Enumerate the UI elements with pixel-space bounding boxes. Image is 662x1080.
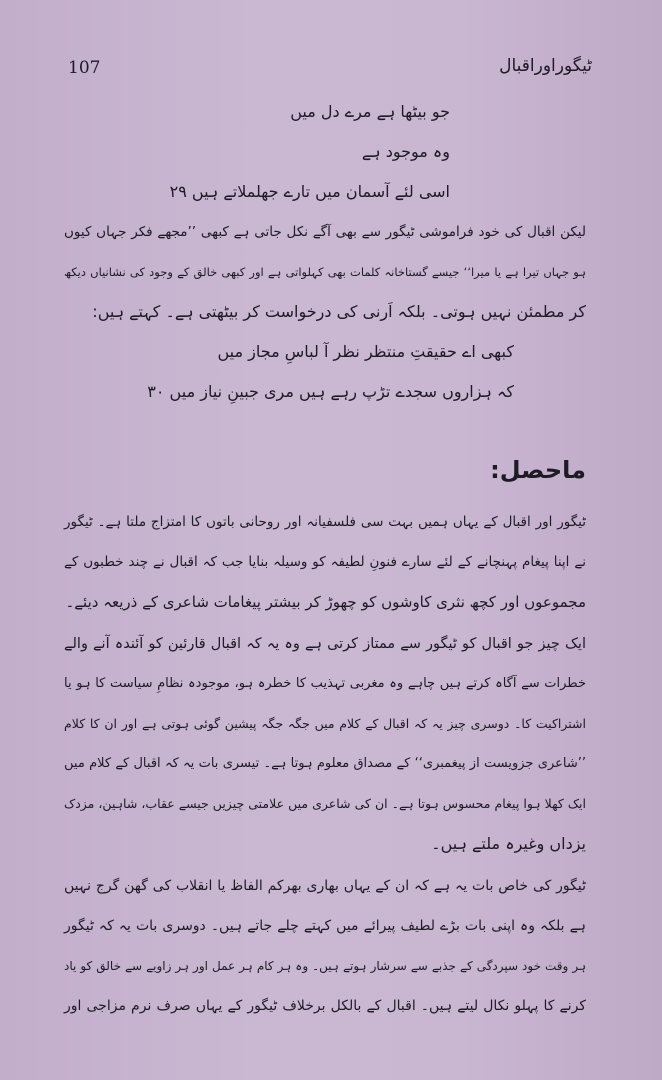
paragraph-line: ہر وقت خود سپردگی کے جذبے سے سرشار ہوتے ہیں۔ وہ ہر کام ہر عمل اور ہر زاویے سے خالق کو یاد — [64, 959, 586, 973]
paragraph-line: نے اپنا پیغام پہنچانے کے لئے سارے فنونِ لطیفہ کو وسیلہ بنایا جب کہ اقبال نے چند خطبوں کے — [64, 554, 586, 570]
poem-line: کہ ہزاروں سجدے تڑپ رہے ہیں مری جبینِ نیاز میں ۳۰ — [147, 382, 514, 401]
section-heading: ماحصل: — [490, 456, 586, 484]
paragraph-line: ایک چیز جو اقبال کو ٹیگور سے ممتاز کرتی ہے وہ یہ کہ اقبال قارئین کو آئندہ آنے والے — [64, 636, 586, 652]
paragraph-line: کر مطمئن نہیں ہوتی۔ بلکہ اَرنی کی درخواست کر بیٹھتی ہے۔ کہتے ہیں: — [92, 302, 586, 321]
paragraph-line: ’’شاعری جزویست از پیغمبری‘‘ کے مصداق معلوم ہوتا ہے۔ تیسری بات یہ کہ اقبال کے کلام میں — [64, 756, 586, 771]
paragraph-line: کرنے کا پہلو نکال لیتے ہیں۔ اقبال کے بالکل برخلاف ٹیگور کے یہاں صرف نرم مزاجی اور — [64, 998, 586, 1014]
poem-line: وہ موجود ہے — [361, 142, 450, 161]
paragraph-line: اشتراکیت کا۔ دوسری چیز یہ کہ اقبال کے کلام میں جگہ جگہ پیشین گوئی ہوتی ہے اور ان کا کلام — [64, 716, 586, 731]
paragraph-line: لیکن اقبال کی خود فراموشی ٹیگور سے بھی آگے نکل جاتی ہے کبھی ’’مجھے فکر جہاں کیوں — [64, 224, 586, 240]
poem-line: کبھی اے حقیقتِ منتظر نظر آ لباسِ مجاز میں — [217, 342, 514, 361]
paragraph-line: ہے بلکہ وہ اپنی بات بڑے لطیف پیرائے میں کہتے چلے جاتے ہیں۔ دوسری بات یہ کہ ٹیگور — [64, 918, 586, 934]
paragraph-line: ایک کھلا ہوا پیغام محسوس ہوتا ہے۔ ان کی شاعری میں علامتی چیزیں جیسے عقاب، شاہین، مزدک — [64, 796, 586, 811]
page-number: 107 — [68, 58, 101, 78]
paragraph-line: ہو جہاں تیرا ہے یا میرا‘‘ جیسے گستاخانہ کلمات بھی کہلواتی ہے اور کبھی خالق کے وجود کی نشانیاں دیکھ — [64, 265, 586, 279]
running-head: ٹیگوراوراقبال — [499, 56, 592, 76]
paragraph-line: ٹیگور اور اقبال کے یہاں ہمیں بہت سی فلسفیانہ اور روحانی باتوں کا امتزاج ملتا ہے۔ ٹیگور — [64, 514, 586, 530]
paragraph-line: ٹیگور کی خاص بات یہ ہے کہ ان کے یہاں بھاری بھرکم الفاظ یا انقلاب کی گھن گرج نہیں — [64, 878, 586, 894]
paragraph-line: یزداں وغیرہ ملتے ہیں۔ — [431, 834, 586, 853]
paragraph-line: خطرات سے آگاہ کرتے ہیں چاہے وہ مغربی تہذیب کا خطرہ ہو، موجودہ نظامِ سیاست کا ہو یا — [64, 676, 586, 691]
poem-line: اسی لئے آسمان میں تارے جھلملاتے ہیں ۲۹ — [169, 182, 450, 201]
poem-line: جو بیٹھا ہے مرے دل میں — [290, 102, 450, 121]
paragraph-line: مجموعوں اور کچھ نثری کاوشوں کو چھوڑ کر بیشتر پیغامات شاعری کے ذریعہ دیئے۔ — [65, 593, 586, 611]
